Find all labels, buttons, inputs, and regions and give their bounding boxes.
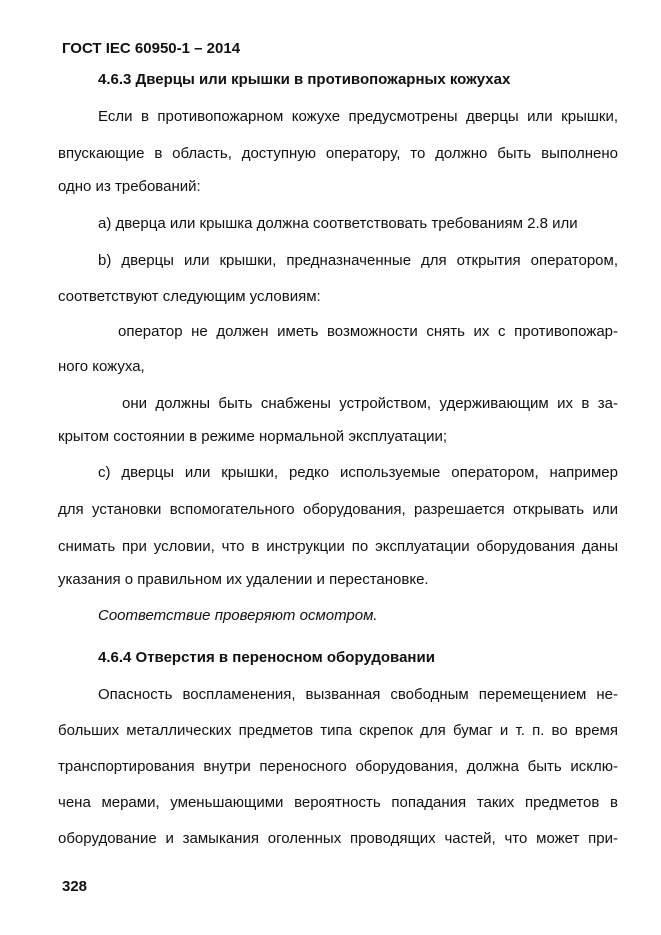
condition-line: они должны быть снабжены устройством, удерживающим их в за- bbox=[122, 395, 618, 412]
compliance-note: Соответствие проверяют осмотром. bbox=[98, 607, 378, 624]
condition-line: оператор не должен иметь возможности снять их с противопожар- bbox=[118, 323, 618, 340]
condition-line: крытом состоянии в режиме нормальной эксплуатации; bbox=[58, 428, 448, 445]
paragraph-line: снимать при условии, что в инструкции по эксплуатации оборудования даны bbox=[58, 538, 618, 555]
paragraph-line: Опасность воспламенения, вызванная свободным перемещением не- bbox=[98, 686, 618, 703]
list-item-b: b) дверцы или крышки, предназначенные для открытия оператором, bbox=[98, 252, 618, 269]
page-number: 328 bbox=[62, 878, 88, 895]
section-heading-4-6-4: 4.6.4 Отверстия в переносном оборудовании bbox=[98, 649, 435, 666]
document-header: ГОСТ IEC 60950-1 – 2014 bbox=[62, 40, 241, 57]
paragraph-line: транспортирования внутри переносного оборудования, должна быть исклю- bbox=[58, 758, 618, 775]
paragraph-line: впускающие в область, доступную оператору, то должно быть выполнено bbox=[58, 145, 618, 162]
paragraph-line: Если в противопожарном кожухе предусмотрены дверцы или крышки, bbox=[98, 108, 618, 125]
paragraph-line: одно из требований: bbox=[58, 178, 201, 195]
paragraph-line: соответствуют следующим условиям: bbox=[58, 288, 321, 305]
paragraph-line: больших металлических предметов типа скрепок для бумаг и т. п. во время bbox=[58, 722, 618, 739]
condition-line: ного кожуха, bbox=[58, 358, 145, 375]
paragraph-line: оборудование и замыкания оголенных проводящих частей, что может при- bbox=[58, 830, 618, 847]
paragraph-line: чена мерами, уменьшающими вероятность попадания таких предметов в bbox=[58, 794, 618, 811]
list-item-c: с) дверцы или крышки, редко используемые оператором, например bbox=[98, 464, 618, 481]
paragraph-line: указания о правильном их удалении и перестановке. bbox=[58, 571, 429, 588]
section-heading-4-6-3: 4.6.3 Дверцы или крышки в противопожарных кожухах bbox=[98, 71, 511, 88]
paragraph-line: для установки вспомогательного оборудования, разрешается открывать или bbox=[58, 501, 618, 518]
list-item-a: а) дверца или крышка должна соответствовать требованиям 2.8 или bbox=[98, 215, 578, 232]
